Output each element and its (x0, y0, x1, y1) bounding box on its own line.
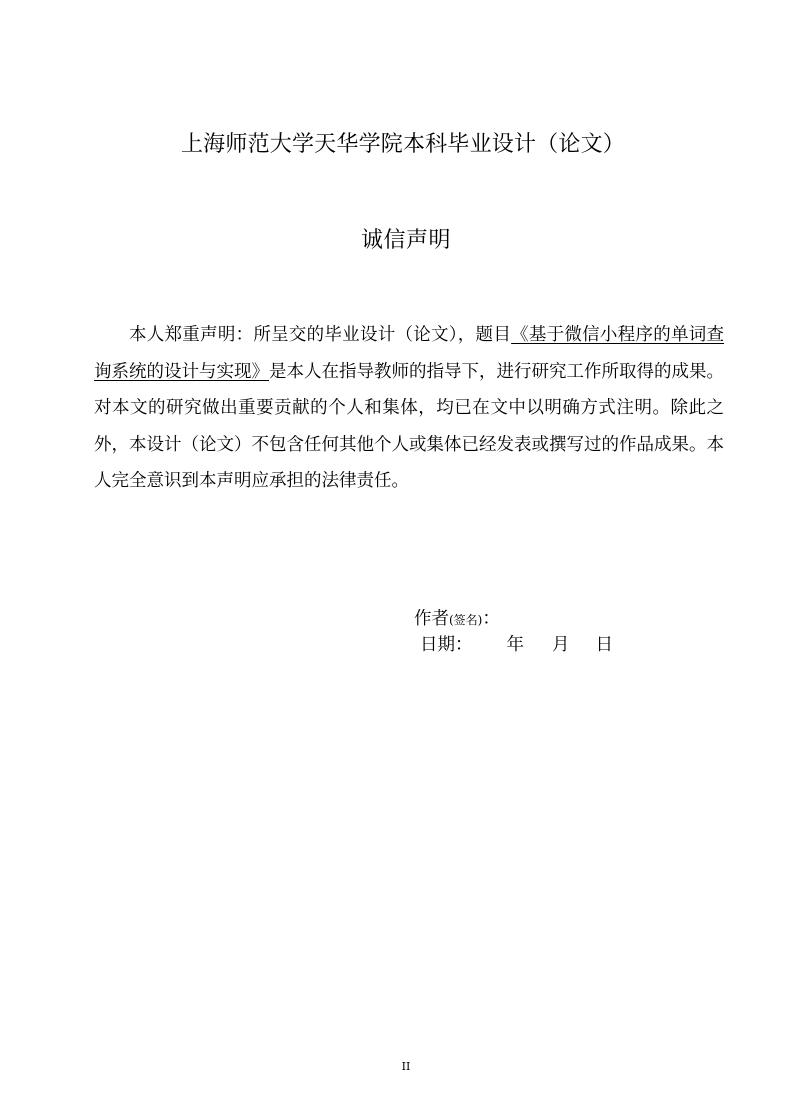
author-label: 作者 (414, 609, 449, 629)
page-title: 上海师范大学天华学院本科毕业设计（论文） (180, 132, 625, 157)
author-colon: ： (482, 609, 500, 629)
date-label: 日期： (420, 635, 473, 655)
declaration-rest: 是本人在指导教师的指导下，进行研究工作所取得的成果。对本文的研究做出重要贡献的个人和集体，均已在文中以明确方式注明。除此之外，本设计（论文）不包含任何其他个人或集体已经发表或撰写过的作品成果。本人完全意识到本声明应承担的法律责任。 (94, 361, 724, 491)
signature-author-line (414, 606, 500, 633)
declaration-body (94, 317, 724, 500)
year-label: 年 (506, 635, 524, 655)
thesis-title: 《基于微信小程序的单词查询系统的设计与实现》 (94, 325, 725, 382)
signature-date-line (420, 632, 613, 658)
declaration-heading: 诚信声明 (360, 228, 451, 253)
month-label: 月 (552, 635, 570, 655)
day-label: 日 (595, 635, 613, 655)
declaration-intro: 本人郑重声明：所呈交的毕业设计（论文），题目 (129, 325, 512, 345)
page-number: II (401, 1060, 411, 1073)
sign-note: (签名) (449, 613, 483, 627)
